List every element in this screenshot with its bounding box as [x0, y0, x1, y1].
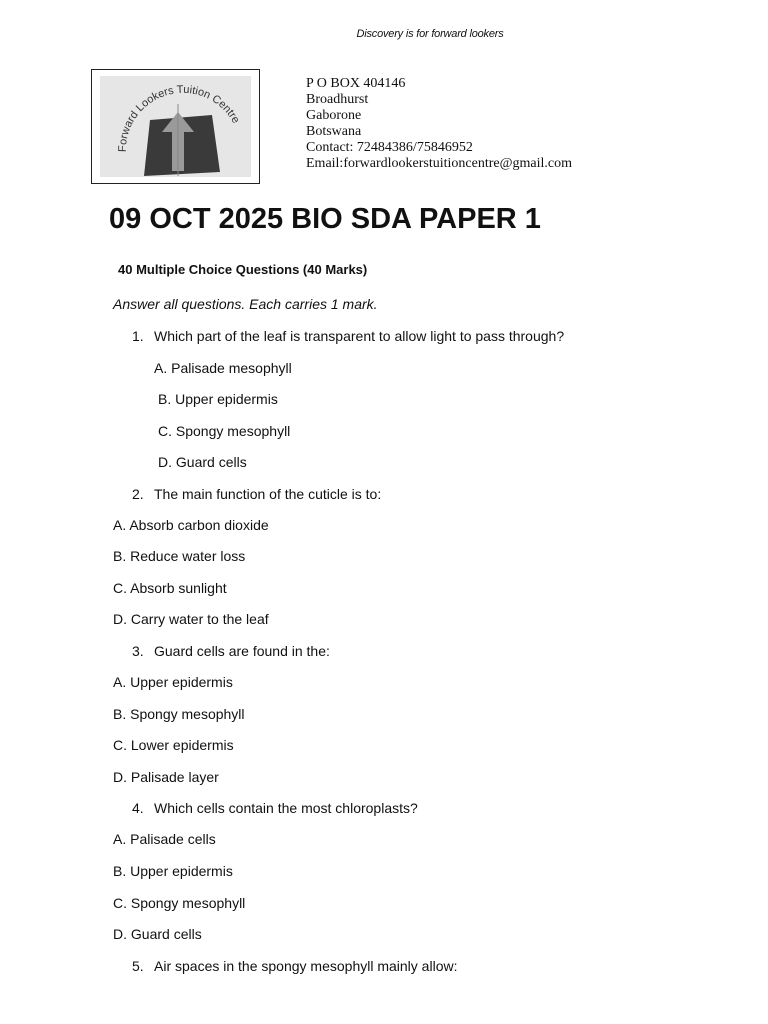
question-4-option-c: C. Spongy mesophyll	[113, 895, 246, 911]
question-number: 4.	[132, 800, 144, 816]
question-text: Air spaces in the spongy mesophyll mainly allow:	[154, 958, 458, 974]
question-1-option-b: B. Upper epidermis	[158, 391, 278, 407]
question-text: The main function of the cuticle is to:	[154, 486, 382, 502]
question-2-option-d: D. Carry water to the leaf	[113, 611, 269, 627]
address-line: P O BOX 404146	[306, 76, 406, 91]
question-3-option-b: B. Spongy mesophyll	[113, 706, 245, 722]
instructions: Answer all questions. Each carries 1 mark.	[113, 296, 378, 312]
question-2	[132, 486, 381, 502]
question-text: Which part of the leaf is transparent to allow light to pass through?	[154, 328, 565, 344]
address-email: Email:forwardlookerstuitioncentre@gmail.com	[306, 156, 572, 171]
logo-text: Forward Lookers Tuition Centre	[116, 83, 242, 153]
question-3-option-a: A. Upper epidermis	[113, 674, 233, 690]
address-line: Botswana	[306, 124, 362, 139]
question-4	[132, 800, 418, 816]
question-number: 1.	[132, 328, 144, 344]
logo	[91, 69, 260, 184]
page-title: 09 OCT 2025 BIO SDA PAPER 1	[109, 203, 541, 235]
question-4-option-d: D. Guard cells	[113, 926, 202, 942]
question-3	[132, 643, 330, 659]
question-text: Which cells contain the most chloroplasts?	[154, 800, 418, 816]
header-motto: Discovery is for forward lookers	[356, 28, 504, 40]
question-1-option-c: C. Spongy mesophyll	[158, 423, 291, 439]
section-heading: 40 Multiple Choice Questions (40 Marks)	[118, 262, 368, 277]
question-5	[132, 958, 457, 974]
question-1	[132, 328, 564, 344]
question-4-option-b: B. Upper epidermis	[113, 863, 233, 879]
question-2-option-c: C. Absorb sunlight	[113, 580, 227, 596]
question-2-option-a: A. Absorb carbon dioxide	[113, 517, 269, 533]
question-3-option-c: C. Lower epidermis	[113, 737, 234, 753]
address-line: Gaborone	[306, 108, 362, 123]
address-line: Contact: 72484386/75846952	[306, 140, 473, 155]
question-2-option-b: B. Reduce water loss	[113, 548, 246, 564]
question-number: 2.	[132, 486, 144, 502]
address-line: Broadhurst	[306, 92, 369, 107]
question-number: 3.	[132, 643, 144, 659]
question-number: 5.	[132, 958, 144, 974]
question-1-option-d: D. Guard cells	[158, 454, 247, 470]
question-text: Guard cells are found in the:	[154, 643, 330, 659]
question-1-option-a: A. Palisade mesophyll	[154, 360, 292, 376]
address-block	[306, 76, 572, 172]
question-3-option-d: D. Palisade layer	[113, 769, 219, 785]
question-4-option-a: A. Palisade cells	[113, 831, 216, 847]
logo-graphic	[100, 76, 251, 177]
